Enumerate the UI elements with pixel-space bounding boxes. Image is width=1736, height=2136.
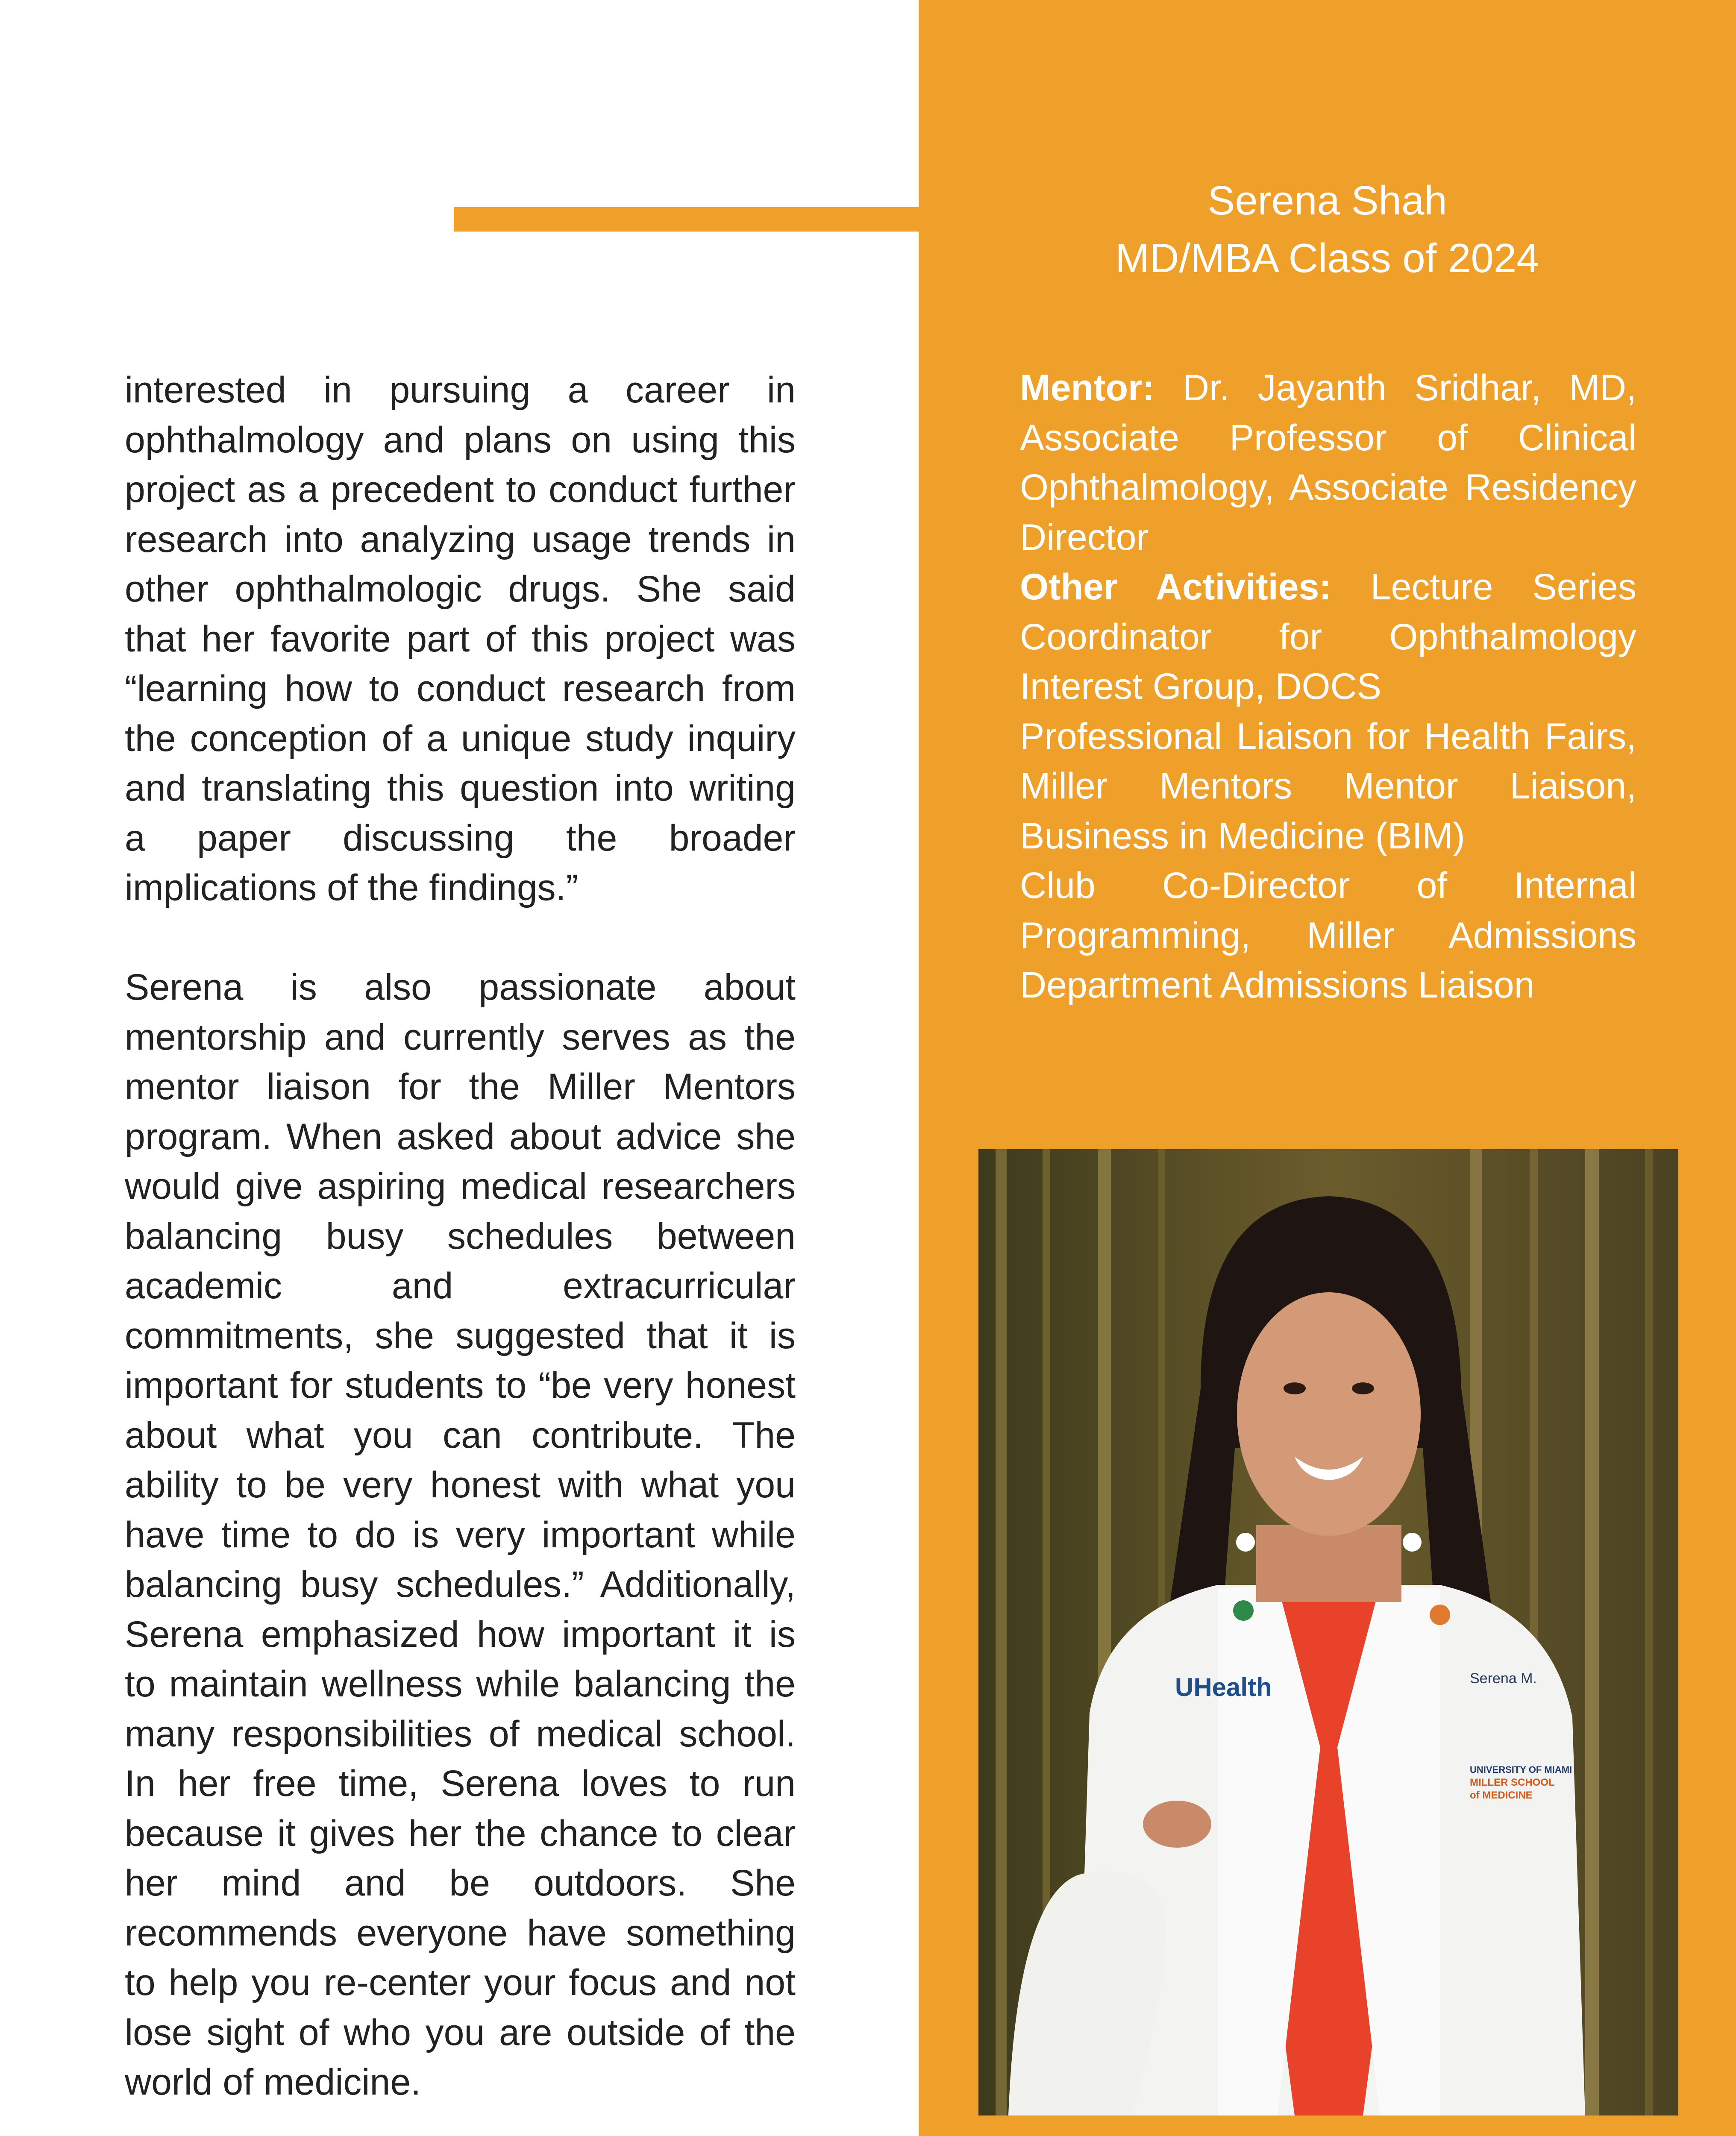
article-paragraph-1: interested in pursuing a career in ophthalmology and plans on using this project as a precedent to conduct further research into analyzing usage trends in other ophthalmologic drugs. She said that her favorite part of this project was “learning how to conduct research from the conception of a unique study inquiry and translating this question into writing a paper discussing the broader implications of the findings.” — [125, 370, 796, 908]
mentor-label: Mentor: — [1020, 367, 1155, 408]
activities-text-2: Professional Liaison for Health Fairs, Miller Mentors Mentor Liaison, Business in Medicine (BIM) — [1020, 716, 1636, 857]
profile-class: MD/MBA Class of 2024 — [1115, 235, 1539, 281]
coat-school-1: UNIVERSITY OF MIAMI — [1470, 1764, 1572, 1775]
coat-name: Serena M. — [1470, 1670, 1537, 1687]
coat-logo: UHealth — [1175, 1673, 1272, 1702]
coat-school-3: of MEDICINE — [1470, 1790, 1533, 1801]
profile-details — [1020, 363, 1636, 1010]
lapel-pin-icon — [1233, 1600, 1254, 1621]
mentor-text: Dr. Jayanth Sridhar, MD, Associate Professor of Clinical Ophthalmology, Associate Residency Director — [1020, 367, 1636, 558]
activities-text-3: Club Co-Director of Internal Programming, Miller Admissions Department Admissions Liaison — [1020, 865, 1636, 1006]
profile-photo — [978, 1149, 1678, 2115]
mentor-entry — [1020, 363, 1636, 562]
article-body — [125, 365, 796, 2107]
profile-name: Serena Shah — [1207, 178, 1447, 223]
portrait-illustration — [978, 1149, 1678, 2115]
activities-text-1: Lecture Series Coordinator for Ophthalmology Interest Group, DOCS — [1020, 566, 1636, 707]
accent-bar — [454, 207, 919, 232]
article-paragraph-2: Serena is also passionate about mentorship and currently serves as the mentor liaison for the Miller Mentors program. When asked about advice she would give aspiring medical researchers balancing busy schedules between academic and extracurricular commitments, she suggested that it is important for students to “be very honest about what you can contribute. The ability to be very honest with what you have time to do is very important while balancing busy schedules.” Additionally, Serena emphasized how important it is to maintain wellness while balancing the many responsibilities of medical school. In her free time, Serena loves to run because it gives her the chance to clear her mind and be outdoors. She recommends everyone have something to help you re-center your focus and not lose sight of who you are outside of the world of medicine. — [125, 967, 796, 2103]
pearl-earring-icon — [1236, 1533, 1255, 1552]
activities-entry — [1020, 562, 1636, 712]
activities-label: Other Activities: — [1020, 566, 1331, 607]
coat-school-2: MILLER SCHOOL — [1470, 1777, 1555, 1788]
lapel-pin-icon — [1430, 1605, 1450, 1625]
pearl-earring-icon — [1403, 1533, 1422, 1552]
